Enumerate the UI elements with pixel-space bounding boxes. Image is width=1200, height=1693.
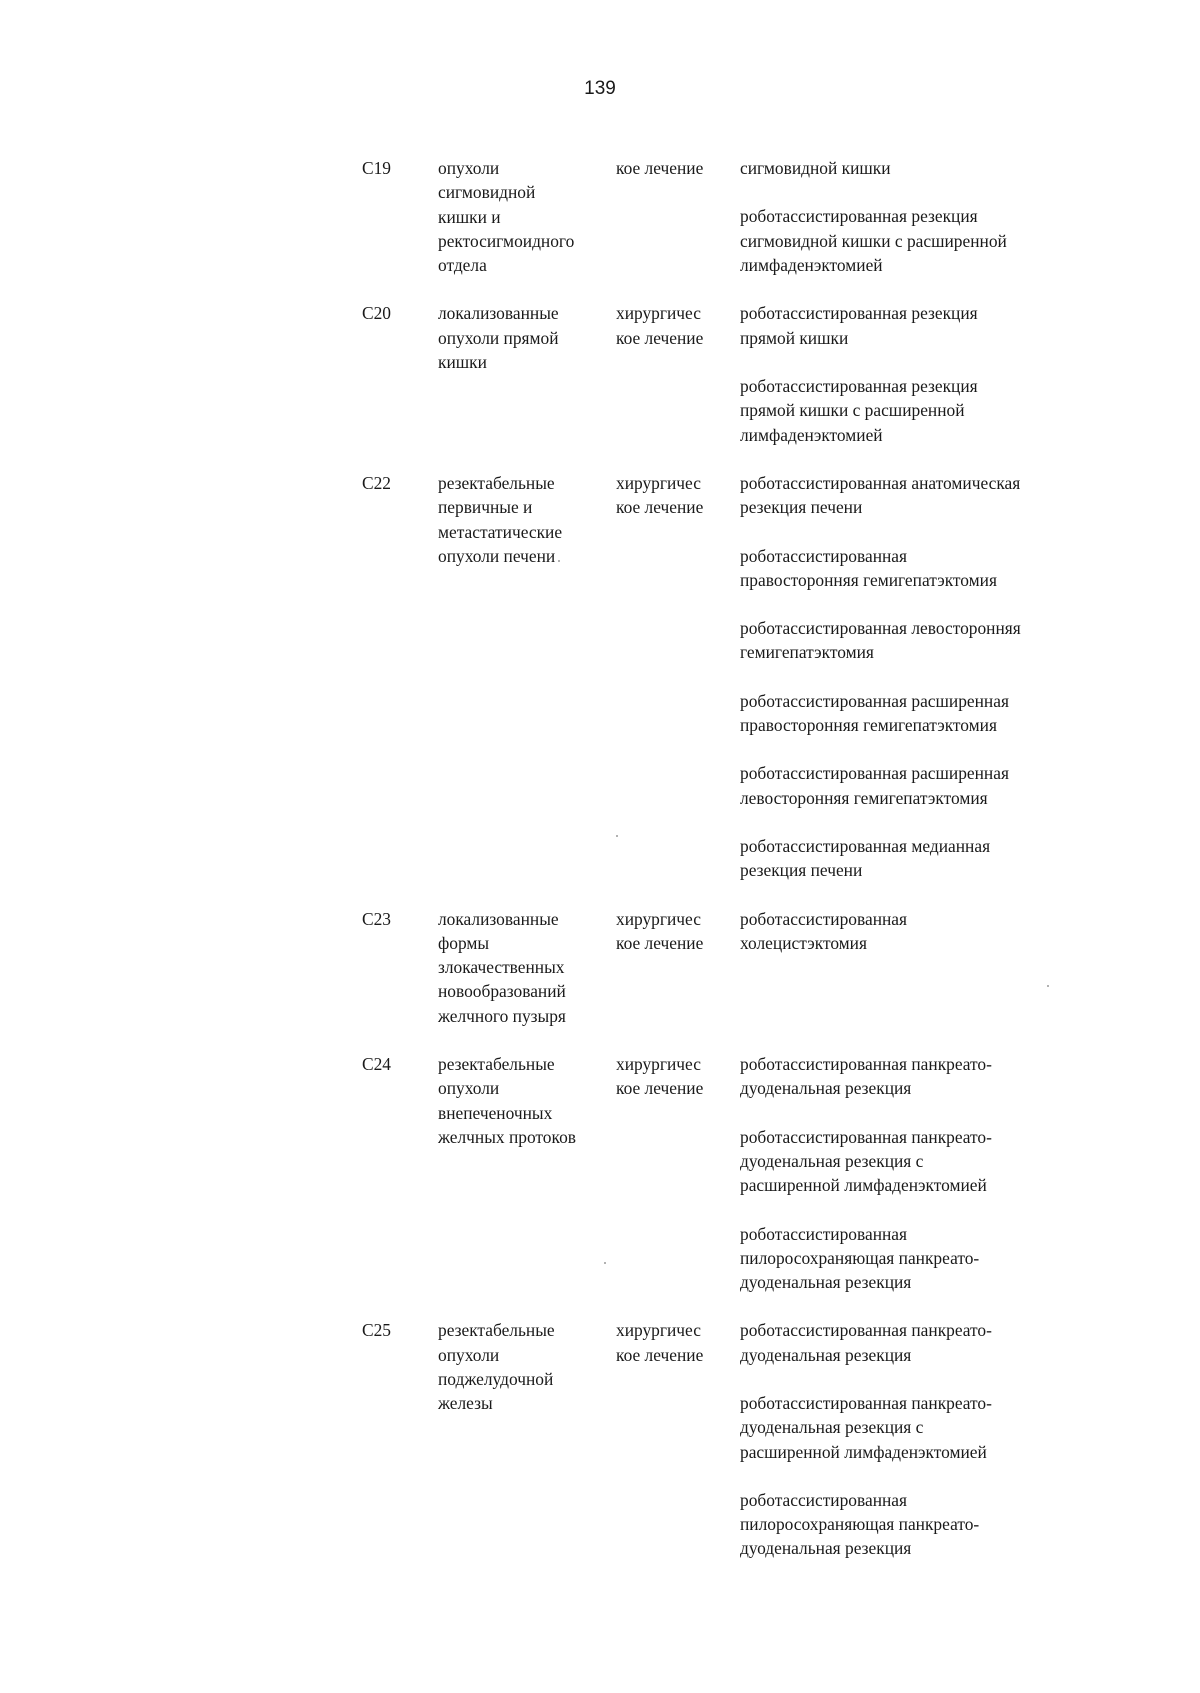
method-text-line: дуоденальная резекция [740,1078,912,1099]
method-text-line: холецистэктомия [740,932,867,953]
method-text-line: дуоденальная резекция с [740,1150,924,1171]
disease-text-line: резектабельные [438,1054,555,1075]
disease-text-line: локализованные [438,303,559,324]
treatment-type-cell [616,1052,732,1294]
method-text-line: роботассистированная расширенная [740,763,1009,784]
disease-text-line: формы [438,932,490,953]
method-item [740,204,1072,277]
treatment-text-line: кое лечение [616,932,704,953]
method-item [740,761,1072,810]
disease-text-line: желчного пузыря [438,1005,566,1026]
method-item [740,156,1072,180]
method-cell [732,301,1072,446]
method-item [740,834,1072,883]
treatment-type-cell [616,156,732,277]
disease-text-line: железы [438,1393,493,1414]
disease-cell [432,156,616,277]
disease-text-line: ректосигмоидного [438,230,575,251]
method-text-line: расширенной лимфаденэктомией [740,1441,987,1462]
method-text-line: правосторонняя гемигепатэктомия [740,715,997,736]
method-text-line: дуоденальная резекция с [740,1417,924,1438]
table-row [360,907,1080,1028]
method-text-line: роботассистированная резекция [740,206,978,227]
treatment-text-line: кое лечение [616,1078,704,1099]
treatment-text-line: кое лечение [616,497,704,518]
method-cell [732,1052,1072,1294]
method-text-line: резекция печени [740,860,863,881]
treatment-type-cell [616,301,732,446]
disease-text-line: кишки и [438,206,501,227]
diagnosis-code: C19 [362,158,391,178]
method-cell [732,907,1072,1028]
treatment-text-line: хирургичес [616,908,701,929]
table-row [360,156,1080,277]
disease-text-line: сигмовидной [438,182,536,203]
method-item [740,301,1072,350]
method-text-line: роботассистированная панкреато- [740,1320,992,1341]
diagnosis-code: C20 [362,303,391,324]
method-text-line: лимфаденэктомией [740,254,883,275]
disease-cell [432,1052,616,1294]
method-cell [732,1318,1072,1560]
method-item [740,689,1072,738]
method-text-line: роботассистированная резекция [740,303,978,324]
method-item [740,1125,1072,1198]
method-text-line: роботассистированная медианная [740,835,991,856]
method-text-line: расширенной лимфаденэктомией [740,1175,987,1196]
disease-text-line: локализованные [438,908,559,929]
disease-text-line: опухоли прямой [438,327,559,348]
page-number: 139 [584,78,616,99]
disease-text-line: злокачественных [438,957,565,978]
treatment-text-line: хирургичес [616,1320,701,1341]
method-cell [732,156,1072,277]
method-text-line: роботассистированная левосторонняя [740,618,1021,639]
table-row [360,471,1080,883]
scan-speck [604,1262,606,1264]
method-item [740,616,1072,665]
disease-text-line: кишки [438,352,487,373]
diagnosis-code: C25 [362,1320,391,1341]
scan-speck [616,835,618,837]
method-text-line: роботассистированная [740,908,908,929]
scan-speck [1047,985,1049,987]
disease-text-line: внепеченочных [438,1102,553,1123]
treatment-text-line: хирургичес [616,303,701,324]
table-row [360,1318,1080,1560]
treatment-type-cell [616,907,732,1028]
method-text-line: пилоросохраняющая панкреато- [740,1514,980,1535]
treatment-text-line: кое лечение [616,158,704,178]
method-item [740,1488,1072,1561]
method-text-line: правосторонняя гемигепатэктомия [740,569,997,590]
method-text-line: сигмовидной кишки [740,158,891,178]
disease-cell [432,471,616,883]
disease-text-line: первичные и [438,497,533,518]
disease-text-line: метастатические [438,521,563,542]
disease-text-line: резектабельные [438,472,555,493]
table-row [360,301,1080,446]
treatment-text-line: хирургичес [616,472,701,493]
diagnosis-code: C24 [362,1054,391,1075]
method-text-line: прямой кишки с расширенной [740,400,965,421]
method-text-line: резекция печени [740,497,863,518]
method-item [740,1222,1072,1295]
disease-text-line: новообразований [438,981,566,1002]
method-item [740,1318,1072,1367]
disease-text-line: опухоли [438,1078,500,1099]
disease-text-line: резектабельные [438,1320,555,1341]
method-text-line: роботассистированная [740,1489,908,1510]
table-row [360,1052,1080,1294]
method-cell [732,471,1072,883]
method-text-line: дуоденальная резекция [740,1344,912,1365]
method-item [740,471,1072,520]
method-text-line: пилоросохраняющая панкреато- [740,1247,980,1268]
disease-text-line: опухоли [438,1344,500,1365]
method-item [740,907,1072,956]
method-item [740,374,1072,447]
method-text-line: роботассистированная [740,545,908,566]
disease-text-line: опухоли печени [438,545,556,566]
method-text-line: гемигепатэктомия [740,642,874,663]
treatment-type-cell [616,471,732,883]
method-text-line: роботассистированная панкреато- [740,1126,992,1147]
method-text-line: роботассистированная резекция [740,376,978,397]
method-item [740,1052,1072,1101]
method-text-line: роботассистированная расширенная [740,690,1009,711]
method-text-line: роботассистированная анатомическая [740,472,1021,493]
method-item [740,544,1072,593]
disease-text-line: желчных протоков [438,1126,576,1147]
treatment-type-cell [616,1318,732,1560]
method-item [740,1391,1072,1464]
disease-text-line: опухоли [438,158,500,178]
disease-cell [432,301,616,446]
procedures-table [360,156,1080,1561]
method-text-line: прямой кишки [740,327,849,348]
method-text-line: роботассистированная панкреато- [740,1054,992,1075]
method-text-line: роботассистированная [740,1223,908,1244]
disease-cell [432,1318,616,1560]
method-text-line: левосторонняя гемигепатэктомия [740,787,988,808]
treatment-text-line: хирургичес [616,1054,701,1075]
method-text-line: сигмовидной кишки с расширенной [740,230,1007,251]
disease-text-line: отдела [438,255,487,276]
method-text-line: дуоденальная резекция [740,1538,912,1559]
diagnosis-code: C22 [362,472,391,493]
disease-cell [432,907,616,1028]
treatment-text-line: кое лечение [616,327,704,348]
method-text-line: роботассистированная панкреато- [740,1392,992,1413]
treatment-text-line: кое лечение [616,1344,704,1365]
method-text-line: дуоденальная резекция [740,1272,912,1293]
scan-speck [558,560,560,562]
disease-text-line: поджелудочной [438,1368,554,1389]
method-text-line: лимфаденэктомией [740,424,883,445]
diagnosis-code: C23 [362,908,391,929]
